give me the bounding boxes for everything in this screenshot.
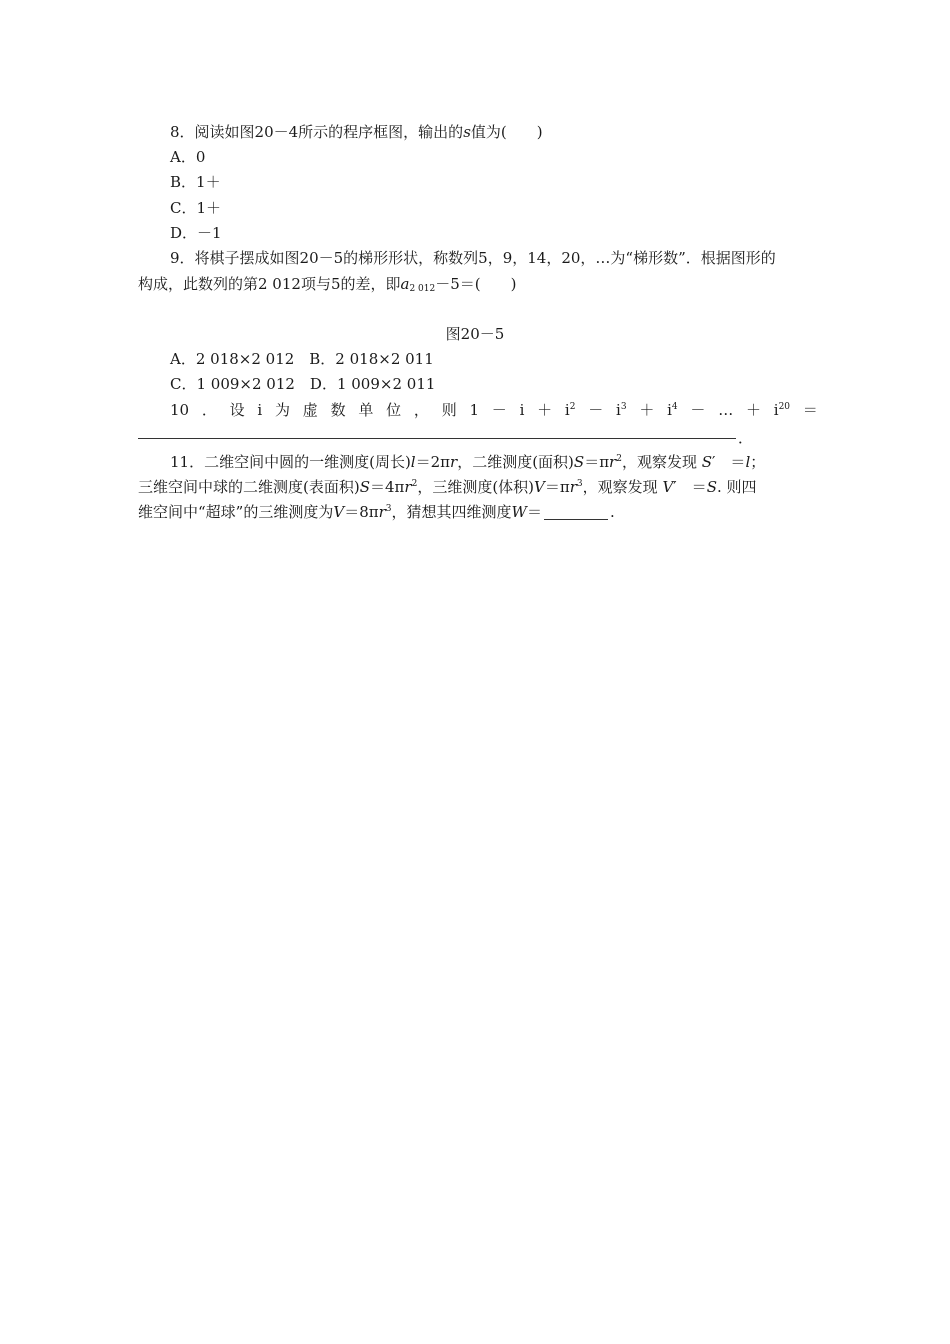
question-10-stem: 10 ． 设 i 为 虚 数 单 位 ， 则 1 － i ＋ $i^2$ － $i^3$ ＋ $i^4$ － … ＋ $i^{20}$ ＝ — [170, 401, 818, 419]
question-11-line2: 三维空间中球的二维测度(表面积)$S=4\pi r^2$，三维测度(体积)$V=\pi r^3$，观察发现 V′ ＝S. 则四 — [138, 478, 757, 496]
answer-blank-line — [138, 438, 736, 439]
question-8-stem: 8．阅读如图20－4所示的程序框图，输出的s值为( ) — [170, 123, 543, 141]
question-9-options-row1: A．2 018×2 012 B．2 018×2 011 — [170, 350, 434, 368]
answer-blank[interactable] — [544, 505, 608, 520]
question-9-options-row2: C．1 009×2 012 D．1 009×2 011 — [170, 375, 436, 393]
question-11-line1: 11．二维空间中圆的一维测度(周长)l＝2πr，二维测度(面积)$S=\pi r^2$，观察发现 S′ ＝l； — [170, 453, 766, 471]
figure-caption: 图20－5 — [445, 325, 505, 343]
question-9-stem-line2: 构成，此数列的第2 012项与5的差，即$a_{2 012}-5=$( ) — [138, 275, 517, 294]
question-11-line3: 维空间中“超球”的三维测度为$V=8\pi r^3$，猜想其四维测度W＝ . — [138, 503, 615, 521]
question-8-option-d: D．－1 — [170, 224, 222, 242]
question-8-option-a: A．0 — [170, 148, 206, 166]
question-8-option-c: C．1＋ — [170, 199, 222, 217]
question-9-stem-line1: 9．将棋子摆成如图20－5的梯形形状，称数列5，9，14，20，…为“梯形数”．根据图形的 — [170, 249, 776, 267]
question-8-option-b: B．1＋ — [170, 173, 221, 191]
question-10-period: ． — [738, 429, 754, 447]
